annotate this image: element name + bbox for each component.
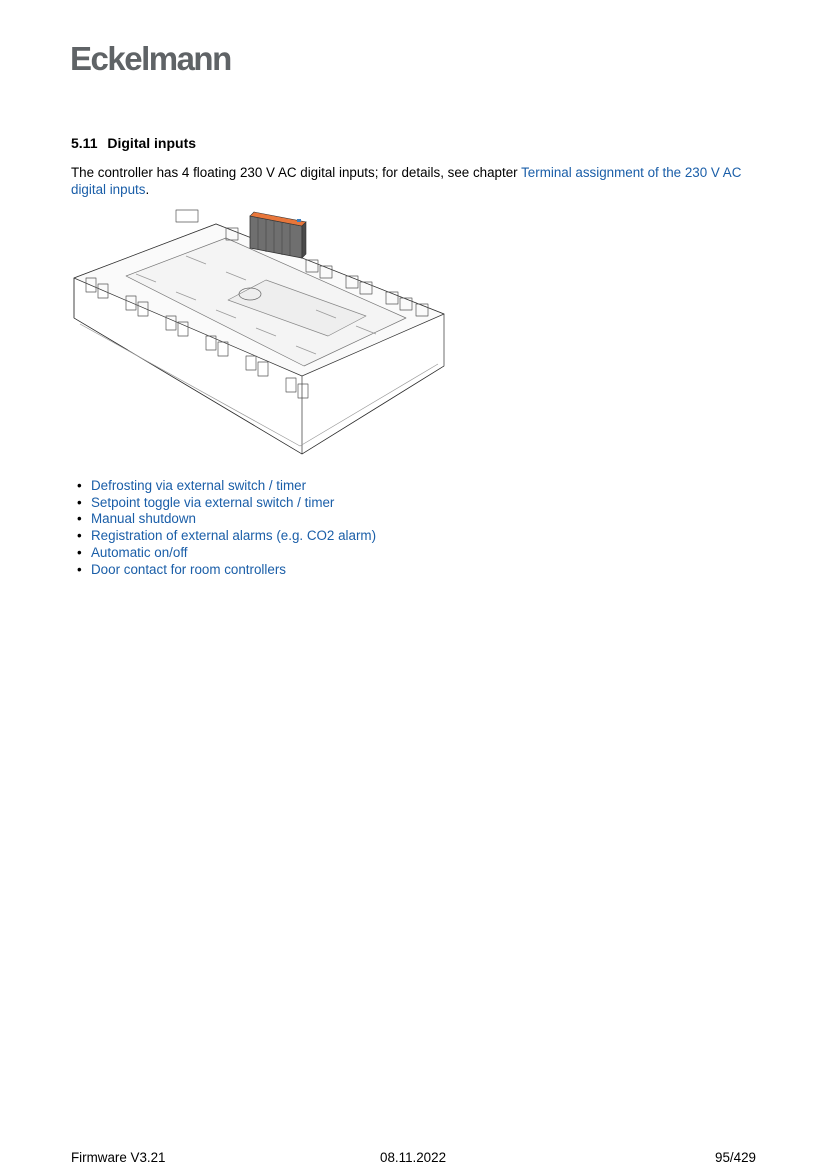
terminal-assignment-link[interactable]: Terminal assignment of the 230 V AC digital inputs	[71, 165, 742, 197]
footer-date: 08.11.2022	[380, 1150, 447, 1165]
automatic-on-off-link[interactable]: Automatic on/off	[91, 544, 188, 560]
section-number: 5.11	[71, 135, 98, 151]
footer-firmware: Firmware V3.21	[71, 1150, 166, 1165]
section-heading	[71, 135, 196, 151]
list-item	[77, 528, 376, 545]
list-item	[77, 545, 376, 562]
list-item	[77, 562, 376, 579]
section-title: Digital inputs	[107, 135, 197, 151]
list-item	[77, 511, 376, 528]
external-alarms-link[interactable]: Registration of external alarms (e.g. CO2 alarm)	[91, 528, 377, 544]
intro-text: The controller has 4 floating 230 V AC digital inputs; for details, see chapter	[71, 165, 522, 180]
footer-page-number: 95/429	[715, 1150, 756, 1165]
door-contact-link[interactable]: Door contact for room controllers	[91, 561, 286, 577]
eckelmann-logo: Eckelmann	[70, 40, 231, 77]
intro-paragraph	[71, 164, 761, 198]
intro-end: .	[145, 182, 150, 197]
digital-input-functions-list	[77, 478, 376, 578]
setpoint-toggle-link[interactable]: Setpoint toggle via external switch / timer	[91, 494, 335, 510]
manual-shutdown-link[interactable]: Manual shutdown	[91, 511, 196, 527]
defrosting-link[interactable]: Defrosting via external switch / timer	[91, 478, 307, 493]
list-item	[77, 478, 376, 495]
list-item	[77, 495, 376, 512]
controller-illustration	[66, 206, 450, 464]
